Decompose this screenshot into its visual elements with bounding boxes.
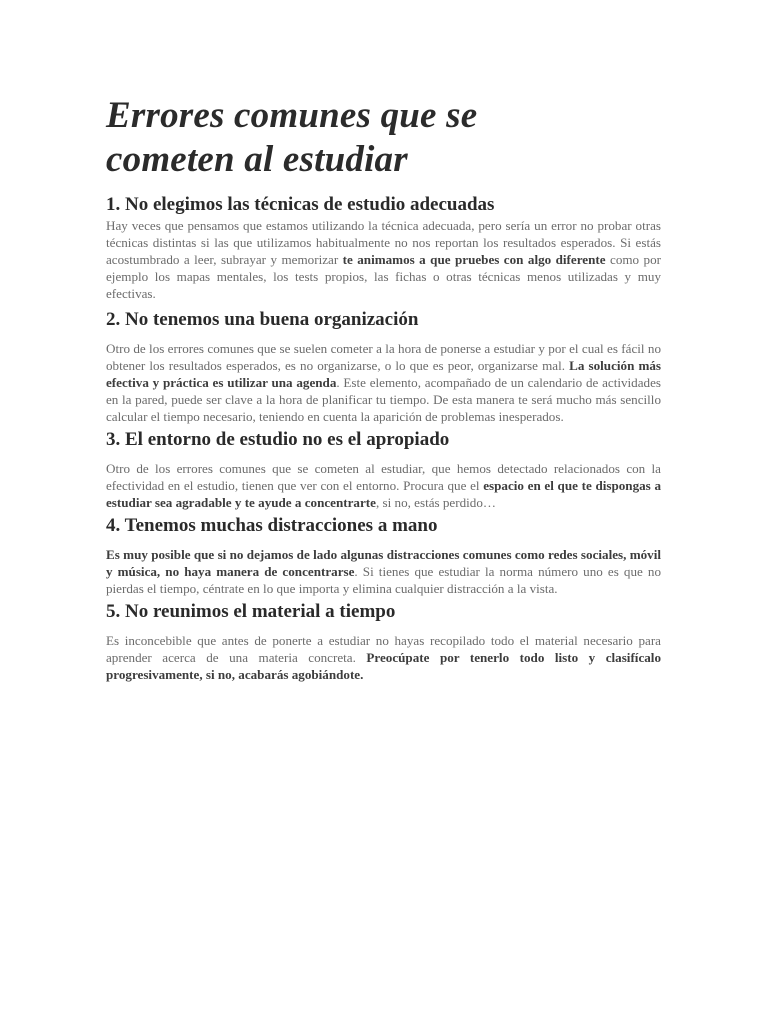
- paragraph-text: Hay veces que pensamos que estamos utilizando la técnica adecuada, pero sería un error no probar otras técnicas distintas si las que utilizamos habitualmente no nos reportan los resultados esperados. Si estás acostumbrado a leer, subrayar y memorizar: [106, 218, 661, 267]
- section-paragraph: [106, 460, 661, 511]
- paragraph-text: , si no, estás perdido…: [375, 495, 496, 510]
- section-heading: 1. No elegimos las técnicas de estudio adecuadas: [106, 194, 495, 215]
- paragraph-bold-text: Es muy posible que si no dejamos de lado algunas distracciones comunes como redes sociales, móvil y música, no haya manera de concentrarse: [106, 547, 661, 579]
- section-heading: 4. Tenemos muchas distracciones a mano: [106, 515, 438, 536]
- title-line-2: cometen al estudiar: [106, 139, 408, 180]
- section-paragraph: [106, 632, 661, 683]
- section-heading: 2. No tenemos una buena organización: [106, 309, 419, 330]
- section-heading: 3. El entorno de estudio no es el apropiado: [106, 429, 450, 450]
- paragraph-text: Otro de los errores comunes que se cometen al estudiar, que hemos detectado relacionados con la efectividad en el estudio, tienen que ver con el entorno. Procura que el: [106, 461, 661, 493]
- section-paragraph: [106, 546, 661, 597]
- paragraph-bold-text: espacio en el que te dispongas a estudiar sea agradable y te ayude a concentrarte: [106, 478, 661, 510]
- paragraph-bold-text: La solución más efectiva y práctica es utilizar una agenda: [106, 358, 662, 390]
- section-4: [106, 515, 661, 597]
- section-paragraph: [106, 340, 661, 425]
- document-title: [106, 94, 661, 182]
- paragraph-text: Es inconcebible que antes de ponerte a estudiar no hayas recopilado todo el material necesario para aprender acerca de una materia concreta.: [106, 633, 661, 665]
- paragraph-bold-text: Preocúpate por tenerlo todo listo y clasifícalo progresivamente, si no, acabarás agobiándote.: [106, 650, 661, 682]
- paragraph-text: . Si tienes que estudiar la norma número uno es que no pierdas el tiempo, céntrate en lo que importa y elimina cualquier distracción a la vista.: [106, 564, 662, 596]
- section-3: [106, 429, 661, 511]
- section-1: [106, 194, 661, 302]
- section-5: [106, 601, 661, 683]
- paragraph-bold-text: te animamos a que pruebes con algo diferente: [342, 252, 606, 267]
- section-paragraph: [106, 217, 661, 302]
- paragraph-text: como por ejemplo los mapas mentales, los tests propios, las fichas o otras técnicas menos utilizadas y muy efectivas.: [106, 252, 661, 301]
- section-heading: 5. No reunimos el material a tiempo: [106, 601, 396, 622]
- document-page: [106, 94, 661, 683]
- title-line-1: Errores comunes que se: [106, 95, 478, 136]
- section-2: [106, 309, 661, 425]
- paragraph-text: . Este elemento, acompañado de un calendario de actividades en la pared, puede ser clave a la hora de planificar tu tiempo. De esta manera te será mucho más sencillo calcular el tiempo necesario, teniendo en cuenta la aparición de problemas inesperados.: [106, 375, 661, 424]
- paragraph-text: Otro de los errores comunes que se suelen cometer a la hora de ponerse a estudiar y por el cual es fácil no obtener los resultados esperados, es no organizarse, o lo que es peor, organizarse mal.: [106, 341, 661, 373]
